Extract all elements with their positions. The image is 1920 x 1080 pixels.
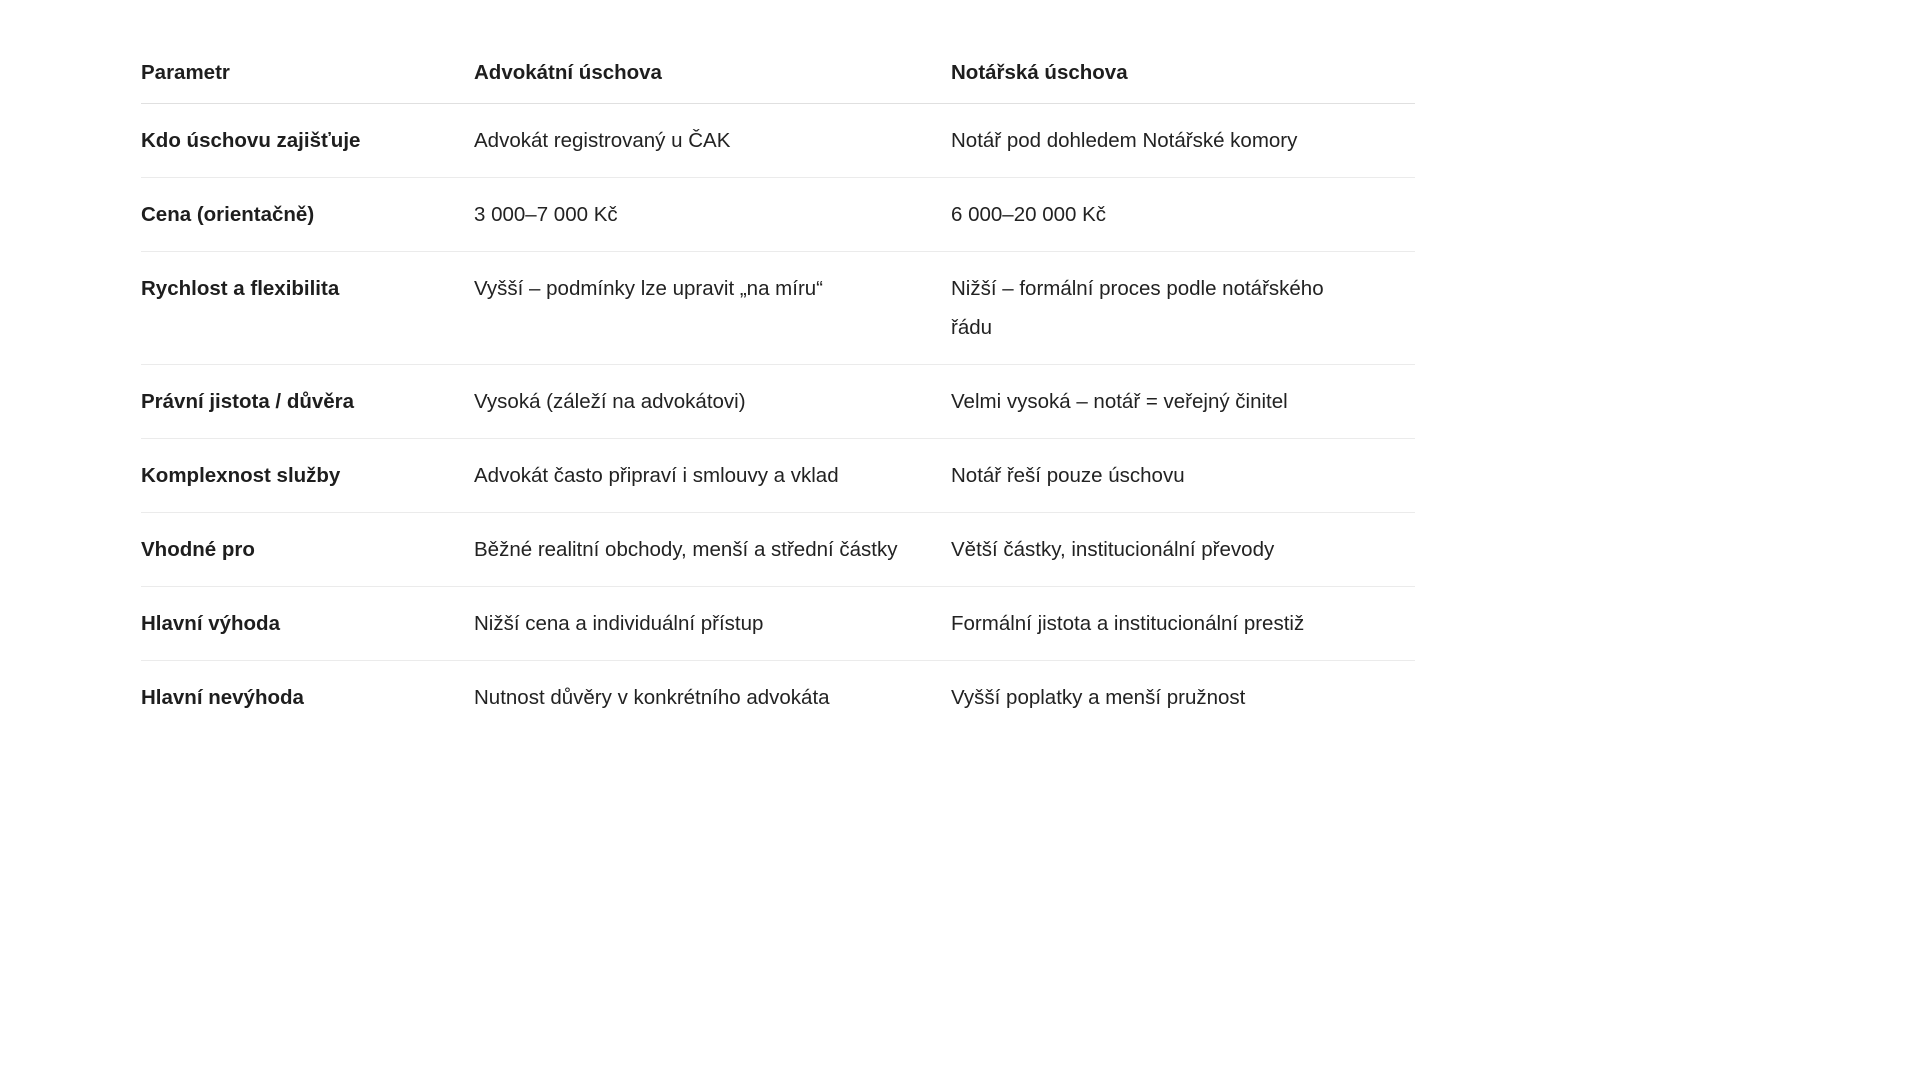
table-row [141, 104, 1415, 178]
table-row [141, 661, 1415, 735]
table-row [141, 587, 1415, 661]
cell-advokatni: Vysoká (záleží na advokátovi) [474, 390, 746, 413]
column-header-advokatni-uschova: Advokátní úschova [474, 40, 951, 104]
cell-notarska: 6 000–20 000 Kč [951, 203, 1107, 226]
table-row [141, 365, 1415, 439]
cell-advokatni: 3 000–7 000 Kč [474, 203, 618, 226]
table-row [141, 178, 1415, 252]
row-label: Kdo úschovu zajišťuje [141, 129, 361, 152]
row-label: Hlavní nevýhoda [141, 686, 304, 709]
table-header-row [141, 40, 1415, 104]
row-label: Právní jistota / důvěra [141, 390, 355, 413]
cell-notarska: Vyšší poplatky a menší pružnost [951, 686, 1246, 709]
row-label: Rychlost a flexibilita [141, 277, 340, 300]
escrow-comparison-table [141, 40, 1415, 734]
table-row [141, 513, 1415, 587]
cell-advokatni: Nižší cena a individuální přístup [474, 612, 764, 635]
cell-advokatni: Nutnost důvěry v konkrétního advokáta [474, 686, 830, 709]
table-body [141, 104, 1415, 735]
cell-advokatni: Běžné realitní obchody, menší a střední částky [474, 538, 898, 561]
comparison-table-container [141, 40, 1415, 734]
row-label: Komplexnost služby [141, 464, 341, 487]
cell-advokatni: Advokát registrovaný u ČAK [474, 129, 731, 152]
cell-notarska: Notář řeší pouze úschovu [951, 464, 1185, 487]
table-row [141, 252, 1415, 365]
cell-notarska: Notář pod dohledem Notářské komory [951, 129, 1298, 152]
row-label: Cena (orientačně) [141, 203, 315, 226]
cell-notarska: Velmi vysoká – notář = veřejný činitel [951, 390, 1288, 413]
column-header-parametr: Parametr [141, 40, 474, 104]
cell-notarska: Větší částky, institucionální převody [951, 538, 1275, 561]
cell-advokatni: Vyšší – podmínky lze upravit „na míru“ [474, 277, 824, 300]
cell-notarska: Nižší – formální proces podle notářského řádu [951, 277, 1324, 339]
table-header [141, 40, 1415, 104]
row-label: Vhodné pro [141, 538, 255, 561]
row-label: Hlavní výhoda [141, 612, 280, 635]
cell-advokatni: Advokát často připraví i smlouvy a vklad [474, 464, 839, 487]
column-header-notarska-uschova: Notářská úschova [951, 40, 1415, 104]
cell-notarska: Formální jistota a institucionální prestiž [951, 612, 1305, 635]
table-row [141, 439, 1415, 513]
